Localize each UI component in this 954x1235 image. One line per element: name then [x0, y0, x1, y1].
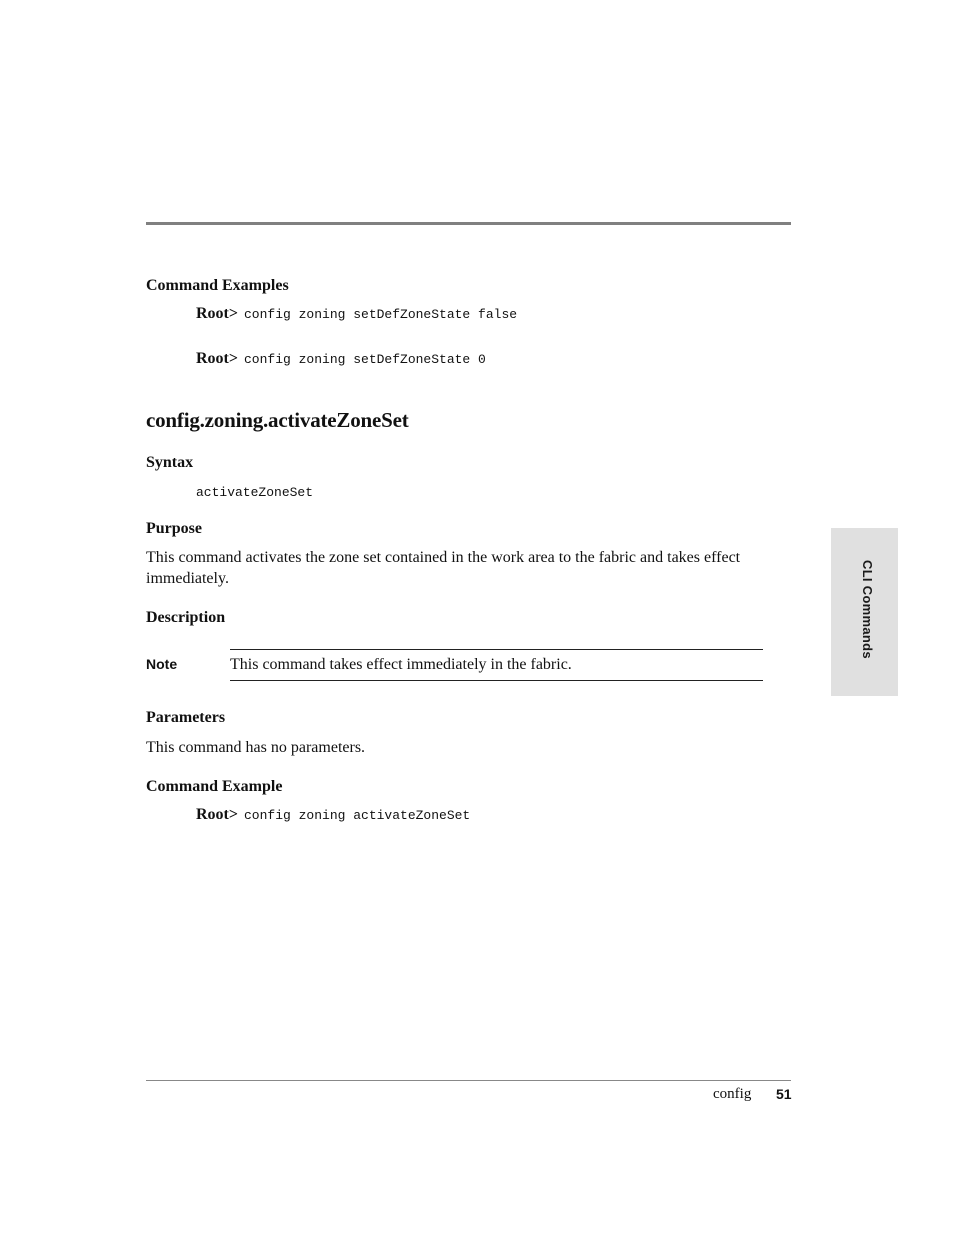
- footer-rule: [146, 1080, 791, 1081]
- command-prompt: Root>: [196, 305, 238, 322]
- command-title: config.zoning.activateZoneSet: [146, 408, 409, 432]
- command-code: config zoning activateZoneSet: [244, 808, 471, 823]
- page-number: 51: [776, 1086, 792, 1102]
- description-heading: Description: [146, 609, 226, 626]
- command-example-line: [196, 349, 486, 370]
- command-prompt: Root>: [196, 350, 238, 367]
- note-box: [230, 649, 763, 681]
- chapter-thumb-tab-label: CLI Commands: [860, 560, 875, 659]
- command-example-heading: Command Example: [146, 778, 283, 795]
- command-prompt: Root>: [196, 806, 238, 823]
- parameters-text: This command has no parameters.: [146, 739, 366, 756]
- header-rule: [146, 222, 791, 225]
- purpose-text: This command activates the zone set contained in the work area to the fabric and takes effect immediately.: [146, 549, 741, 587]
- command-code: config zoning setDefZoneState 0: [244, 352, 486, 367]
- command-examples-heading: Command Examples: [146, 277, 289, 294]
- parameters-heading: Parameters: [146, 709, 226, 726]
- purpose-heading: Purpose: [146, 520, 202, 537]
- footer-section-name: config: [713, 1086, 752, 1102]
- chapter-thumb-tab: [831, 528, 898, 696]
- command-code: config zoning setDefZoneState false: [244, 307, 518, 322]
- note-label: Note: [146, 656, 178, 672]
- command-example-line: [196, 304, 517, 325]
- syntax-heading: Syntax: [146, 454, 194, 471]
- syntax-code: activateZoneSet: [196, 485, 314, 500]
- note-text: This command takes effect immediately in the fabric.: [230, 656, 572, 673]
- command-example-line: [196, 805, 470, 826]
